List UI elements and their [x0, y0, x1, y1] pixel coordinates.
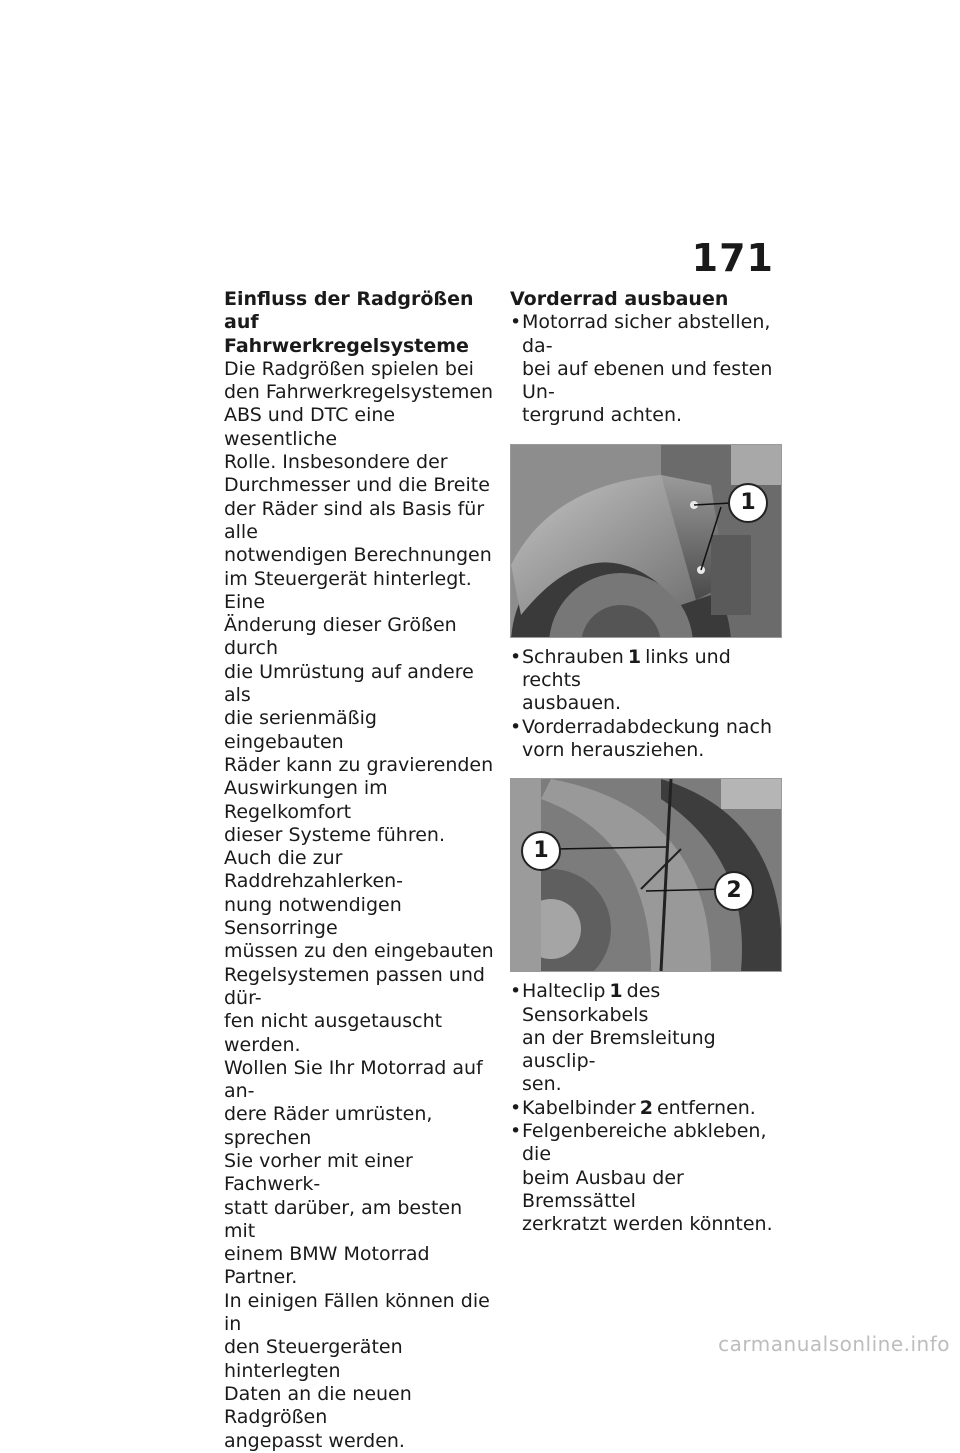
- right-column: [510, 288, 782, 1237]
- heading-line: Fahrwerkregelsysteme: [224, 334, 469, 357]
- paragraph-sensor-rings: Auch die zur Raddrehzahlerken- nung notwendigen Sensorringe müssen zu den eingebauten Regelsystemen passen und dür- fen nicht ausgetauscht werden.: [224, 847, 494, 1056]
- callout-2: 2: [714, 871, 754, 911]
- figure-sensor-cable: [510, 778, 782, 972]
- paragraph-adaptation: In einigen Fällen können die in den Steuergeräten hinterlegten Daten an die neuen Radgrößen angepasst werden.: [224, 1289, 490, 1452]
- left-column: [224, 288, 496, 1453]
- section-heading: Vorderrad ausbauen: [510, 288, 729, 310]
- fender-photo: [511, 445, 781, 637]
- figure-fender-screws: [510, 444, 782, 638]
- bullet-list: [510, 980, 782, 1236]
- list-item: • Kabelbinder 2 entfernen.: [510, 1097, 782, 1120]
- paragraph-wheel-size: Die Radgrößen spielen bei den Fahrwerkregelsystemen ABS und DTC eine wesentliche Rolle. Insbesondere der Durchmesser und die Breite der Räder sind als Basis für alle notwendigen Berechnungen im Steuergerät hinterlegt. Eine Änderung dieser Größen durch die Umrüstung auf andere als die serienmäßig eingebauten Räder kann zu gravierenden Auswirkungen im Regelkomfort dieser Systeme führen.: [224, 357, 494, 846]
- list-item: • Schrauben 1 links und rechts ausbauen.: [510, 646, 782, 716]
- section-heading: [224, 288, 496, 358]
- paragraph-workshop: Wollen Sie Ihr Motorrad auf an- dere Räder umrüsten, sprechen Sie vorher mit einer Fachwerk- statt darüber, am besten mit einem BMW Motorrad Partner.: [224, 1056, 483, 1289]
- list-item: • Felgenbereiche abkleben, die beim Ausbau der Bremssättel zerkratzt werden könnten.: [510, 1120, 782, 1236]
- heading-line: Einfluss der Radgrößen auf: [224, 288, 474, 334]
- list-item: • Motorrad sicher abstellen, da- bei auf ebenen und festen Un- tergrund achten.: [510, 311, 782, 427]
- list-item: • Vorderradabdeckung nach vorn herausziehen.: [510, 716, 782, 763]
- page-number: 171: [691, 236, 774, 280]
- bullet-list: [510, 311, 782, 427]
- watermark: carmanualsonline.info: [718, 1332, 950, 1356]
- list-item: • Halteclip 1 des Sensorkabels an der Bremsleitung ausclip- sen.: [510, 980, 782, 1096]
- callout-1: 1: [728, 483, 768, 523]
- callout-1: 1: [521, 831, 561, 871]
- bullet-list: [510, 646, 782, 762]
